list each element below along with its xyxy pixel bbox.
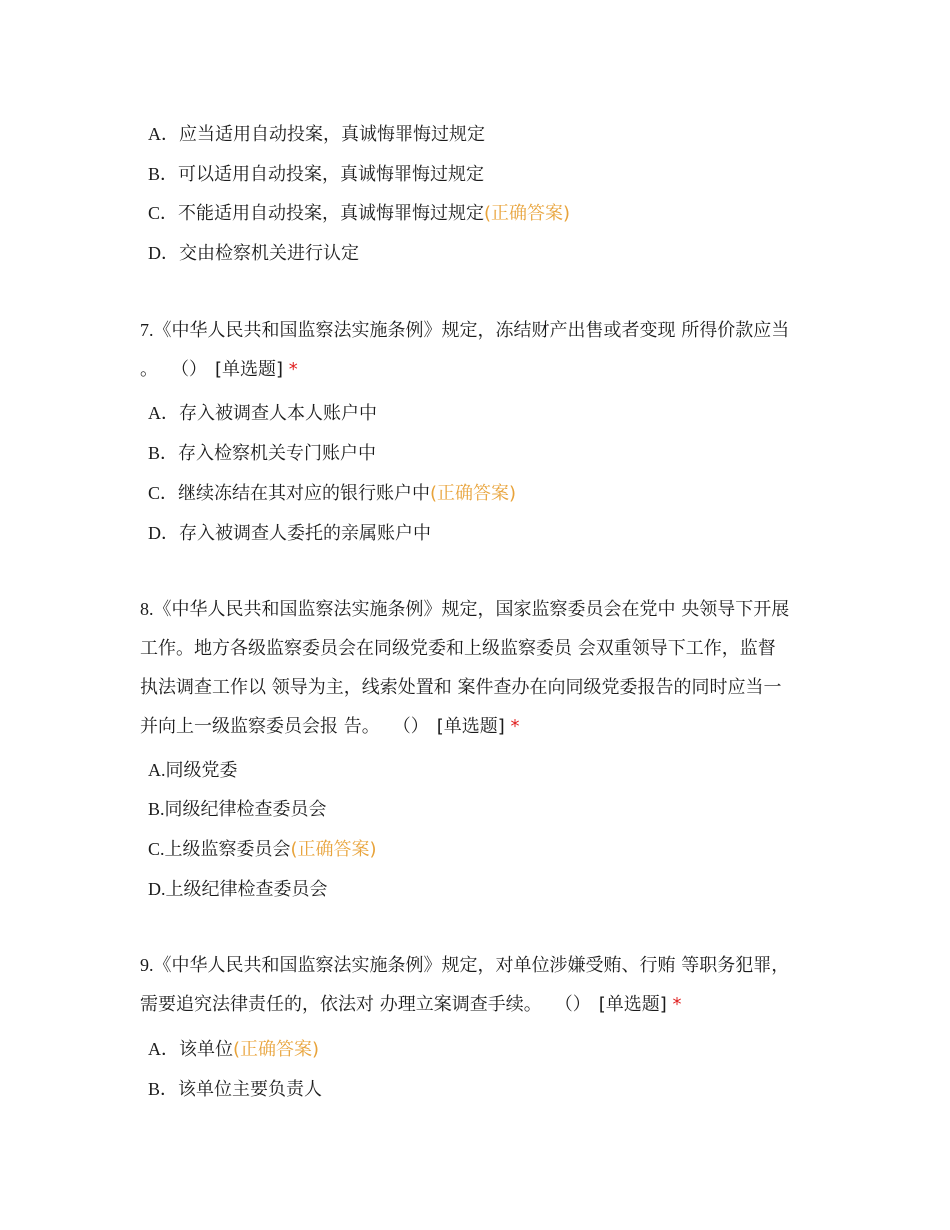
- correct-answer-mark: (正确答案): [430, 483, 517, 504]
- question-text: 。: [140, 359, 158, 380]
- required-star: *: [672, 994, 682, 1015]
- question-9: [140, 946, 820, 1024]
- option-text: 继续冻结在其对应的银行账户中: [178, 483, 431, 504]
- option-text: 该单位: [179, 1039, 233, 1060]
- required-star: *: [510, 716, 520, 737]
- q7-option-b: [148, 441, 376, 466]
- option-letter: B.: [148, 799, 165, 819]
- question-9-line-1: [140, 946, 820, 985]
- question-number: 7.: [140, 320, 154, 340]
- option-text: 存入被调查人委托的亲属账户中: [179, 523, 431, 544]
- question-text: 《中华人民共和国监察法实施条例》规定，冻结财产出售或者变现 所得价款应当: [153, 320, 790, 341]
- option-text: 同级党委: [165, 760, 238, 781]
- question-8-line-2: 工作。地方各级监察委员会在同级党委和上级监察委员 会双重领导下工作，监督: [140, 638, 776, 659]
- q6-option-c: [148, 201, 570, 226]
- q6-option-b: [148, 162, 484, 187]
- question-7: [140, 311, 820, 389]
- option-text: 交由检察机关进行认定: [179, 243, 359, 264]
- option-text: 上级监察委员会: [164, 839, 291, 860]
- option-text: 不能适用自动投案，真诚悔罪悔过规定: [178, 203, 485, 224]
- q8-option-b: [148, 797, 327, 822]
- correct-answer-mark: (正确答案): [484, 203, 571, 224]
- question-7-line-1: [140, 311, 820, 350]
- answer-blank: （）: [563, 994, 591, 1015]
- correct-answer-mark: (正确答案): [233, 1039, 320, 1060]
- answer-blank: （）: [401, 716, 429, 737]
- option-text: 存入被调查人本人账户中: [179, 403, 377, 424]
- question-number: 9.: [140, 955, 154, 975]
- question-8: [140, 590, 820, 746]
- option-letter: A．: [148, 124, 179, 144]
- q9-option-a: [148, 1037, 319, 1062]
- required-star: *: [288, 359, 298, 380]
- option-letter: A.: [148, 760, 166, 780]
- option-letter: D．: [148, 243, 179, 263]
- question-8-line-3: 执法调查工作以 领导为主，线索处置和 案件查办在向同级党委报告的同时应当一: [140, 677, 782, 698]
- option-letter: B．: [148, 164, 179, 184]
- question-text: 需要追究法律责任的，依法对 办理立案调查手续。: [140, 994, 542, 1015]
- option-text: 上级纪律检查委员会: [165, 879, 328, 900]
- q6-option-d: [148, 241, 359, 266]
- option-letter: B．: [148, 1079, 179, 1099]
- q7-option-a: [148, 401, 377, 426]
- question-8-line-1: [140, 590, 820, 629]
- question-text: 《中华人民共和国监察法实施条例》规定，对单位涉嫌受贿、行贿 等职务犯罪，: [153, 955, 790, 976]
- q8-option-a: [148, 758, 238, 783]
- question-type: [单选题]: [598, 994, 667, 1015]
- option-letter: C.: [148, 839, 165, 859]
- option-letter: C．: [148, 483, 179, 503]
- question-text: 并向上一级监察委员会报 告。: [140, 716, 380, 737]
- question-type: [单选题]: [215, 359, 284, 380]
- option-letter: D.: [148, 879, 166, 899]
- q7-option-d: [148, 521, 431, 546]
- option-letter: A．: [148, 1039, 179, 1059]
- q8-option-c: [148, 837, 377, 862]
- correct-answer-mark: (正确答案): [290, 839, 377, 860]
- option-text: 该单位主要负责人: [178, 1079, 323, 1100]
- question-8-line-4: [140, 707, 820, 746]
- question-text: 《中华人民共和国监察法实施条例》规定，国家监察委员会在党中 央领导下开展: [153, 599, 790, 620]
- option-letter: B．: [148, 443, 179, 463]
- option-text: 存入检察机关专门账户中: [178, 443, 377, 464]
- option-letter: A．: [148, 403, 179, 423]
- question-9-line-2: [140, 985, 820, 1024]
- q8-option-d: [148, 877, 328, 902]
- option-text: 应当适用自动投案，真诚悔罪悔过规定: [179, 124, 485, 145]
- q9-option-b: [148, 1077, 322, 1102]
- option-letter: D．: [148, 523, 179, 543]
- option-letter: C．: [148, 203, 179, 223]
- q7-option-c: [148, 481, 516, 506]
- answer-blank: （）: [180, 359, 207, 380]
- option-text: 同级纪律检查委员会: [164, 799, 327, 820]
- question-type: [单选题]: [436, 716, 505, 737]
- question-number: 8.: [140, 599, 154, 619]
- q6-option-a: [148, 122, 485, 147]
- question-7-line-2: [140, 350, 820, 389]
- option-text: 可以适用自动投案，真诚悔罪悔过规定: [178, 164, 485, 185]
